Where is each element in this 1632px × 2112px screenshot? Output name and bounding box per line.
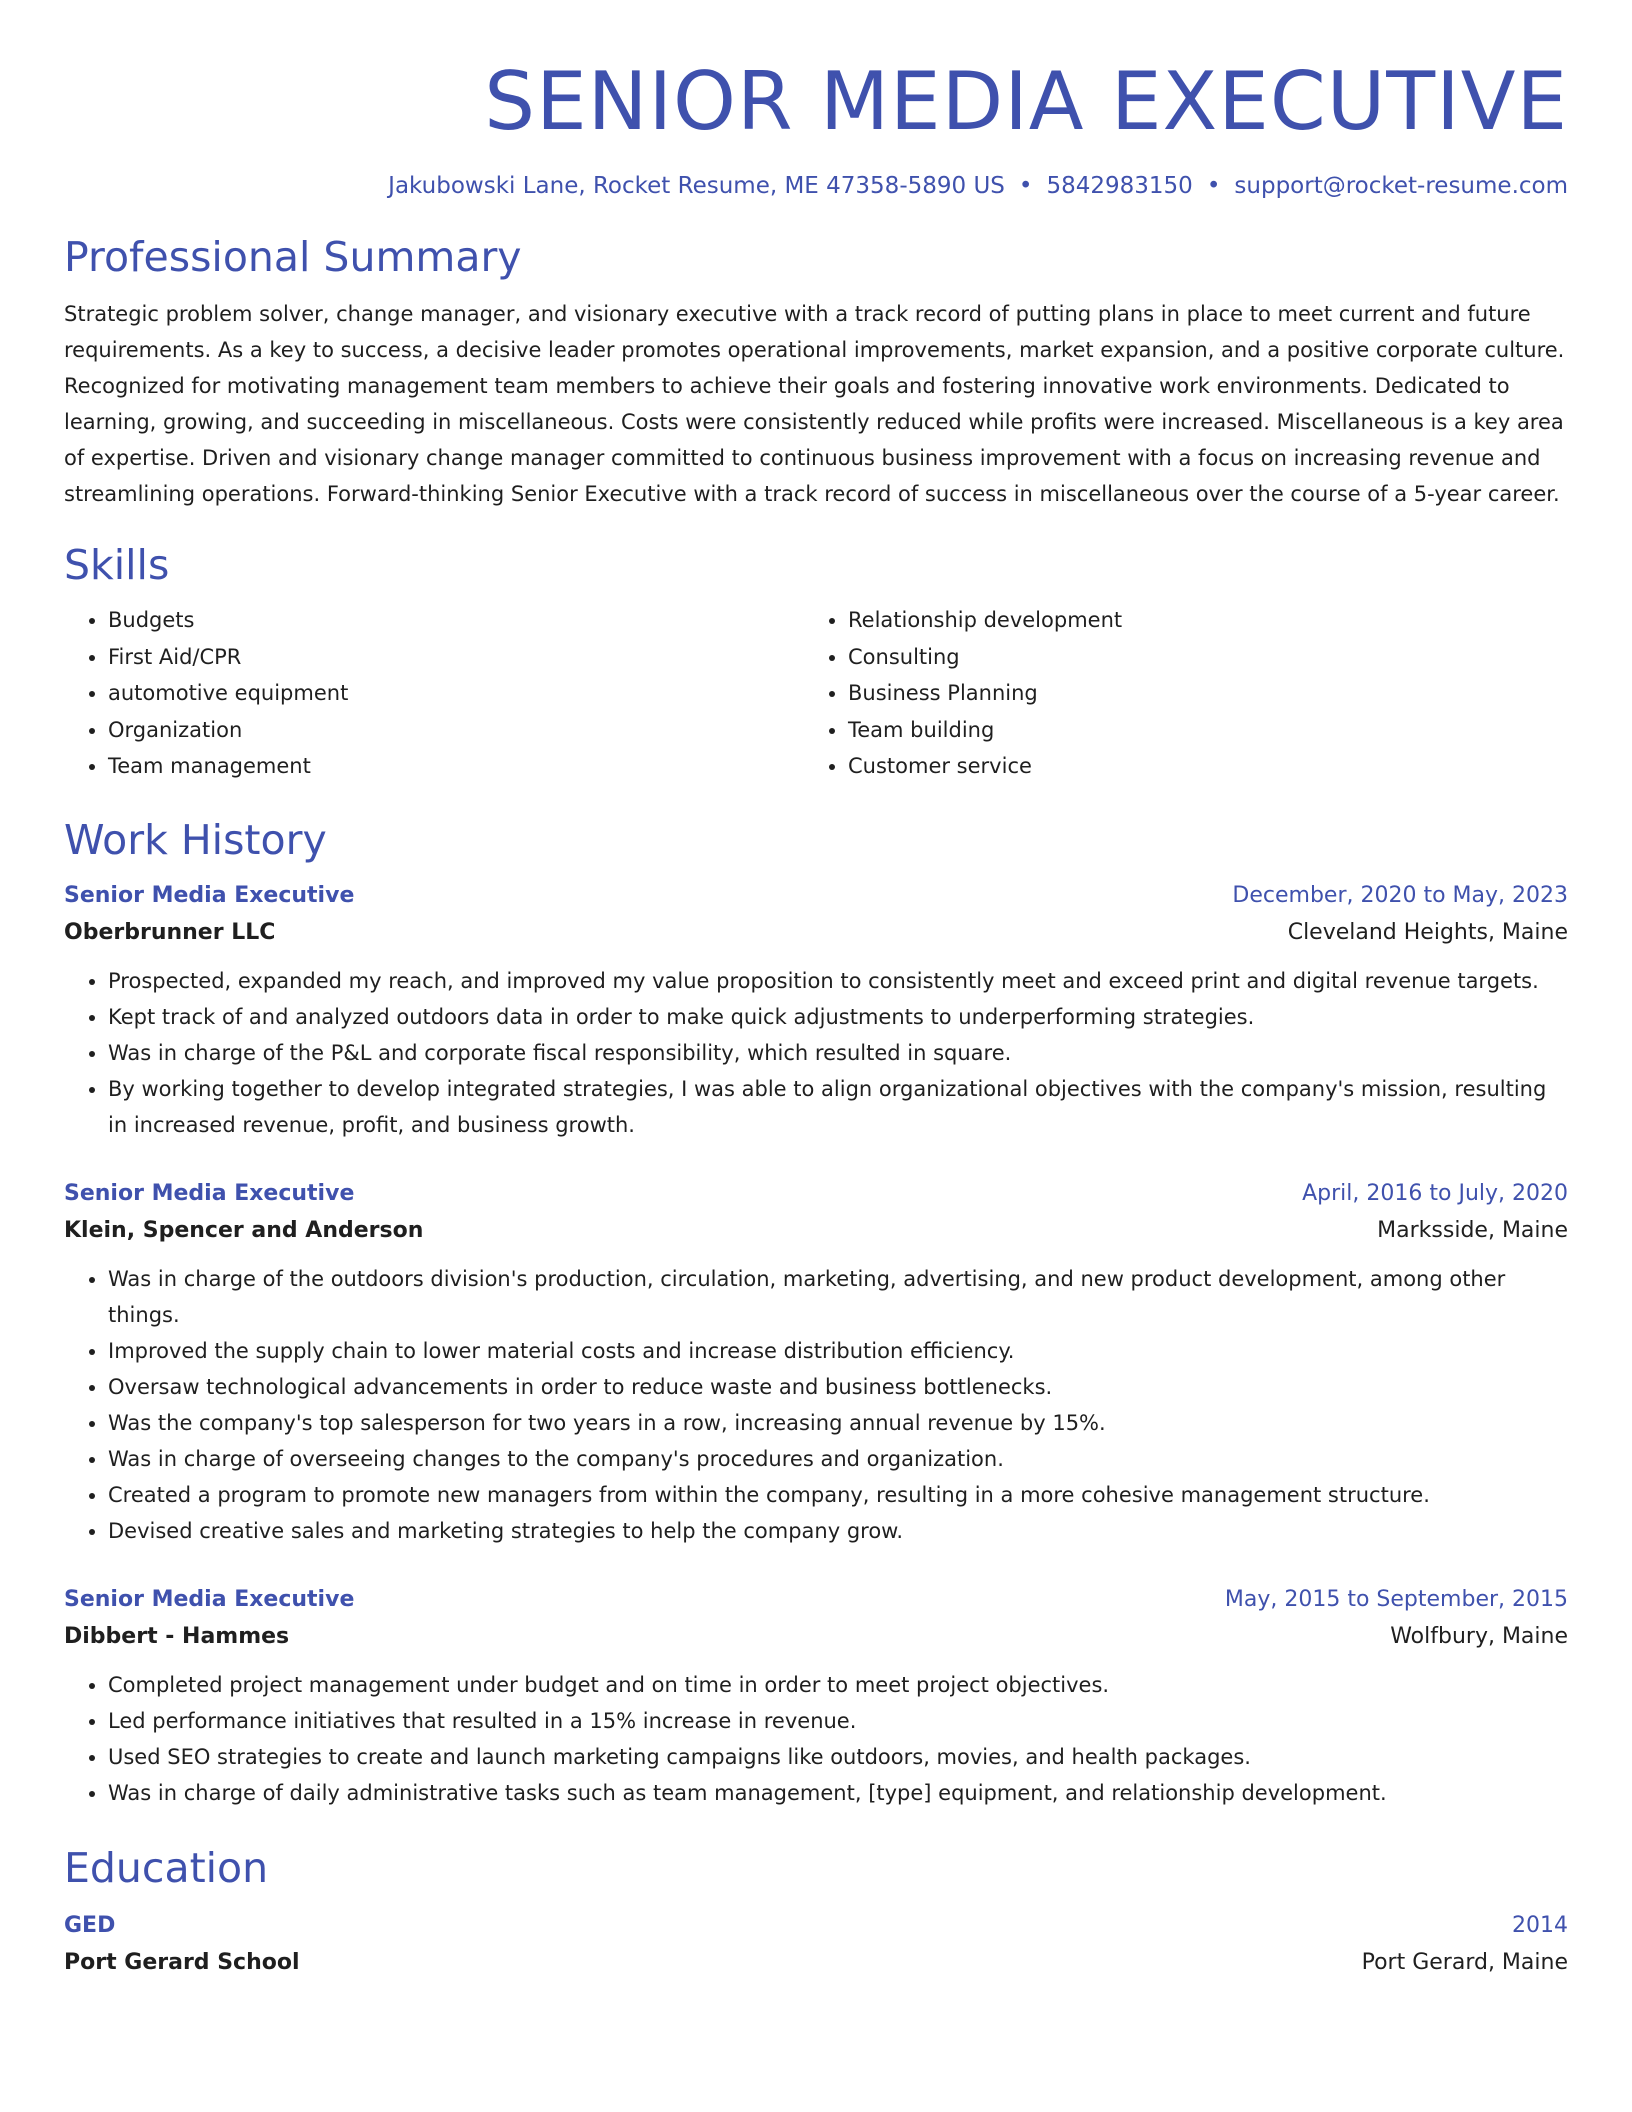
work-history-heading: Work History bbox=[64, 815, 327, 864]
job-bullet: • Led performance initiatives that resulted in a 15% increase in revenue. bbox=[108, 1703, 1568, 1739]
job-bullet: • By working together to develop integrated strategies, I was able to align organizational objectives with the company's mission, resulting in increased revenue, profit, and business growth. bbox=[108, 1071, 1568, 1143]
job-company-row bbox=[64, 1211, 1568, 1251]
candidate-title: SENIOR MEDIA EXECUTIVE bbox=[484, 55, 1568, 148]
skill-item: • First Aid/CPR bbox=[108, 639, 804, 676]
skill-item: • Organization bbox=[108, 712, 804, 749]
job-title: Senior Media Executive bbox=[64, 882, 355, 908]
summary-text: Strategic problem solver, change manager, and visionary executive with a track record of putting plans in place to meet current and future requirements. As a key to success, a decisive leader promotes operational improvements, market expansion, and a positive corporate culture. Recognized for motivating management team members to achieve their goals and fostering innovative work environments. Dedicated to learning, growing, and succeeding in miscellaneous. Costs were consistently reduced while profits were increased. Miscellaneous is a key area of expertise. Driven and visionary change manager committed to continuous business improvement with a focus on increasing revenue and streamlining operations. Forward-thinking Senior Executive with a track record of success in miscellaneous over the course of a 5-year career. bbox=[64, 302, 1565, 506]
job-bullet: • Devised creative sales and marketing strategies to help the company grow. bbox=[108, 1513, 1568, 1549]
job-title: Senior Media Executive bbox=[64, 1586, 355, 1612]
job-bullet: • Used SEO strategies to create and launch marketing campaigns like outdoors, movies, and health packages. bbox=[108, 1739, 1568, 1775]
job-bullets bbox=[64, 963, 1568, 1143]
skill-item: • Customer service bbox=[848, 748, 1544, 785]
education-degree: GED bbox=[64, 1912, 116, 1938]
job-bullets bbox=[64, 1261, 1568, 1549]
summary-heading: Professional Summary bbox=[64, 233, 522, 281]
contact-separator: • bbox=[1018, 173, 1033, 199]
skills-heading: Skills bbox=[64, 541, 170, 589]
job-header-row bbox=[64, 879, 1568, 913]
skill-item: • Budgets bbox=[108, 602, 804, 639]
job-bullet: • Completed project management under budget and on time in order to meet project objectives. bbox=[108, 1667, 1568, 1703]
job-dates: April, 2016 to July, 2020 bbox=[1302, 1180, 1568, 1206]
job-bullet: • Was the company's top salesperson for two years in a row, increasing annual revenue by 15%. bbox=[108, 1405, 1568, 1441]
job-bullet: • Prospected, expanded my reach, and improved my value proposition to consistently meet and exceed print and digital revenue targets. bbox=[108, 963, 1568, 999]
job-location: Marksside, Maine bbox=[1377, 1217, 1568, 1243]
skill-item: • Business Planning bbox=[848, 675, 1544, 712]
job-bullet: • Was in charge of the outdoors division's production, circulation, marketing, advertising, and new product development, among other things. bbox=[108, 1261, 1568, 1333]
resume-header bbox=[64, 54, 1568, 202]
education-heading: Education bbox=[64, 1843, 269, 1892]
job-bullet: • Oversaw technological advancements in order to reduce waste and business bottlenecks. bbox=[108, 1369, 1568, 1405]
skill-item: • Consulting bbox=[848, 639, 1544, 676]
job-location: Wolfbury, Maine bbox=[1390, 1623, 1568, 1649]
job-company: Klein, Spencer and Anderson bbox=[64, 1217, 424, 1243]
contact-address: Jakubowski Lane, Rocket Resume, ME 47358-5890 US bbox=[388, 173, 1005, 199]
skill-item: • Team management bbox=[108, 748, 804, 785]
contact-phone: 5842983150 bbox=[1046, 173, 1193, 199]
job-header-row bbox=[64, 1177, 1568, 1211]
skill-item: • automotive equipment bbox=[108, 675, 804, 712]
education-location: Port Gerard, Maine bbox=[1361, 1949, 1568, 1975]
job-company: Dibbert - Hammes bbox=[64, 1623, 290, 1649]
skills-column-right bbox=[804, 602, 1544, 785]
job-bullets bbox=[64, 1667, 1568, 1811]
job-bullet: • Improved the supply chain to lower material costs and increase distribution efficiency. bbox=[108, 1333, 1568, 1369]
education-school-row bbox=[64, 1943, 1568, 1983]
job-entry bbox=[64, 1583, 1568, 1811]
job-bullet: • Was in charge of overseeing changes to the company's procedures and organization. bbox=[108, 1441, 1568, 1477]
contact-line bbox=[64, 170, 1568, 202]
skill-item: • Relationship development bbox=[848, 602, 1544, 639]
contact-separator: • bbox=[1206, 173, 1221, 199]
job-company-row bbox=[64, 913, 1568, 953]
job-location: Cleveland Heights, Maine bbox=[1287, 919, 1568, 945]
job-bullet: • Was in charge of the P&L and corporate fiscal responsibility, which resulted in square. bbox=[108, 1035, 1568, 1071]
job-header-row bbox=[64, 1583, 1568, 1617]
job-dates: December, 2020 to May, 2023 bbox=[1232, 882, 1568, 908]
job-bullet: • Created a program to promote new managers from within the company, resulting in a more cohesive management structure. bbox=[108, 1477, 1568, 1513]
job-bullet: • Was in charge of daily administrative tasks such as team management, [type] equipment, and relationship development. bbox=[108, 1775, 1568, 1811]
job-title: Senior Media Executive bbox=[64, 1180, 355, 1206]
job-company: Oberbrunner LLC bbox=[64, 919, 276, 945]
job-entry bbox=[64, 879, 1568, 1143]
education-header-row bbox=[64, 1909, 1568, 1943]
education-school: Port Gerard School bbox=[64, 1949, 300, 1975]
job-dates: May, 2015 to September, 2015 bbox=[1224, 1586, 1568, 1612]
skills-column-left bbox=[64, 602, 804, 785]
job-company-row bbox=[64, 1617, 1568, 1657]
contact-email: support@rocket-resume.com bbox=[1234, 173, 1568, 199]
job-entry bbox=[64, 1177, 1568, 1549]
education-year: 2014 bbox=[1512, 1912, 1568, 1938]
job-bullet: • Kept track of and analyzed outdoors data in order to make quick adjustments to underperforming strategies. bbox=[108, 999, 1568, 1035]
skill-item: • Team building bbox=[848, 712, 1544, 749]
skills-list bbox=[64, 602, 1568, 785]
education-entry bbox=[64, 1909, 1568, 1983]
